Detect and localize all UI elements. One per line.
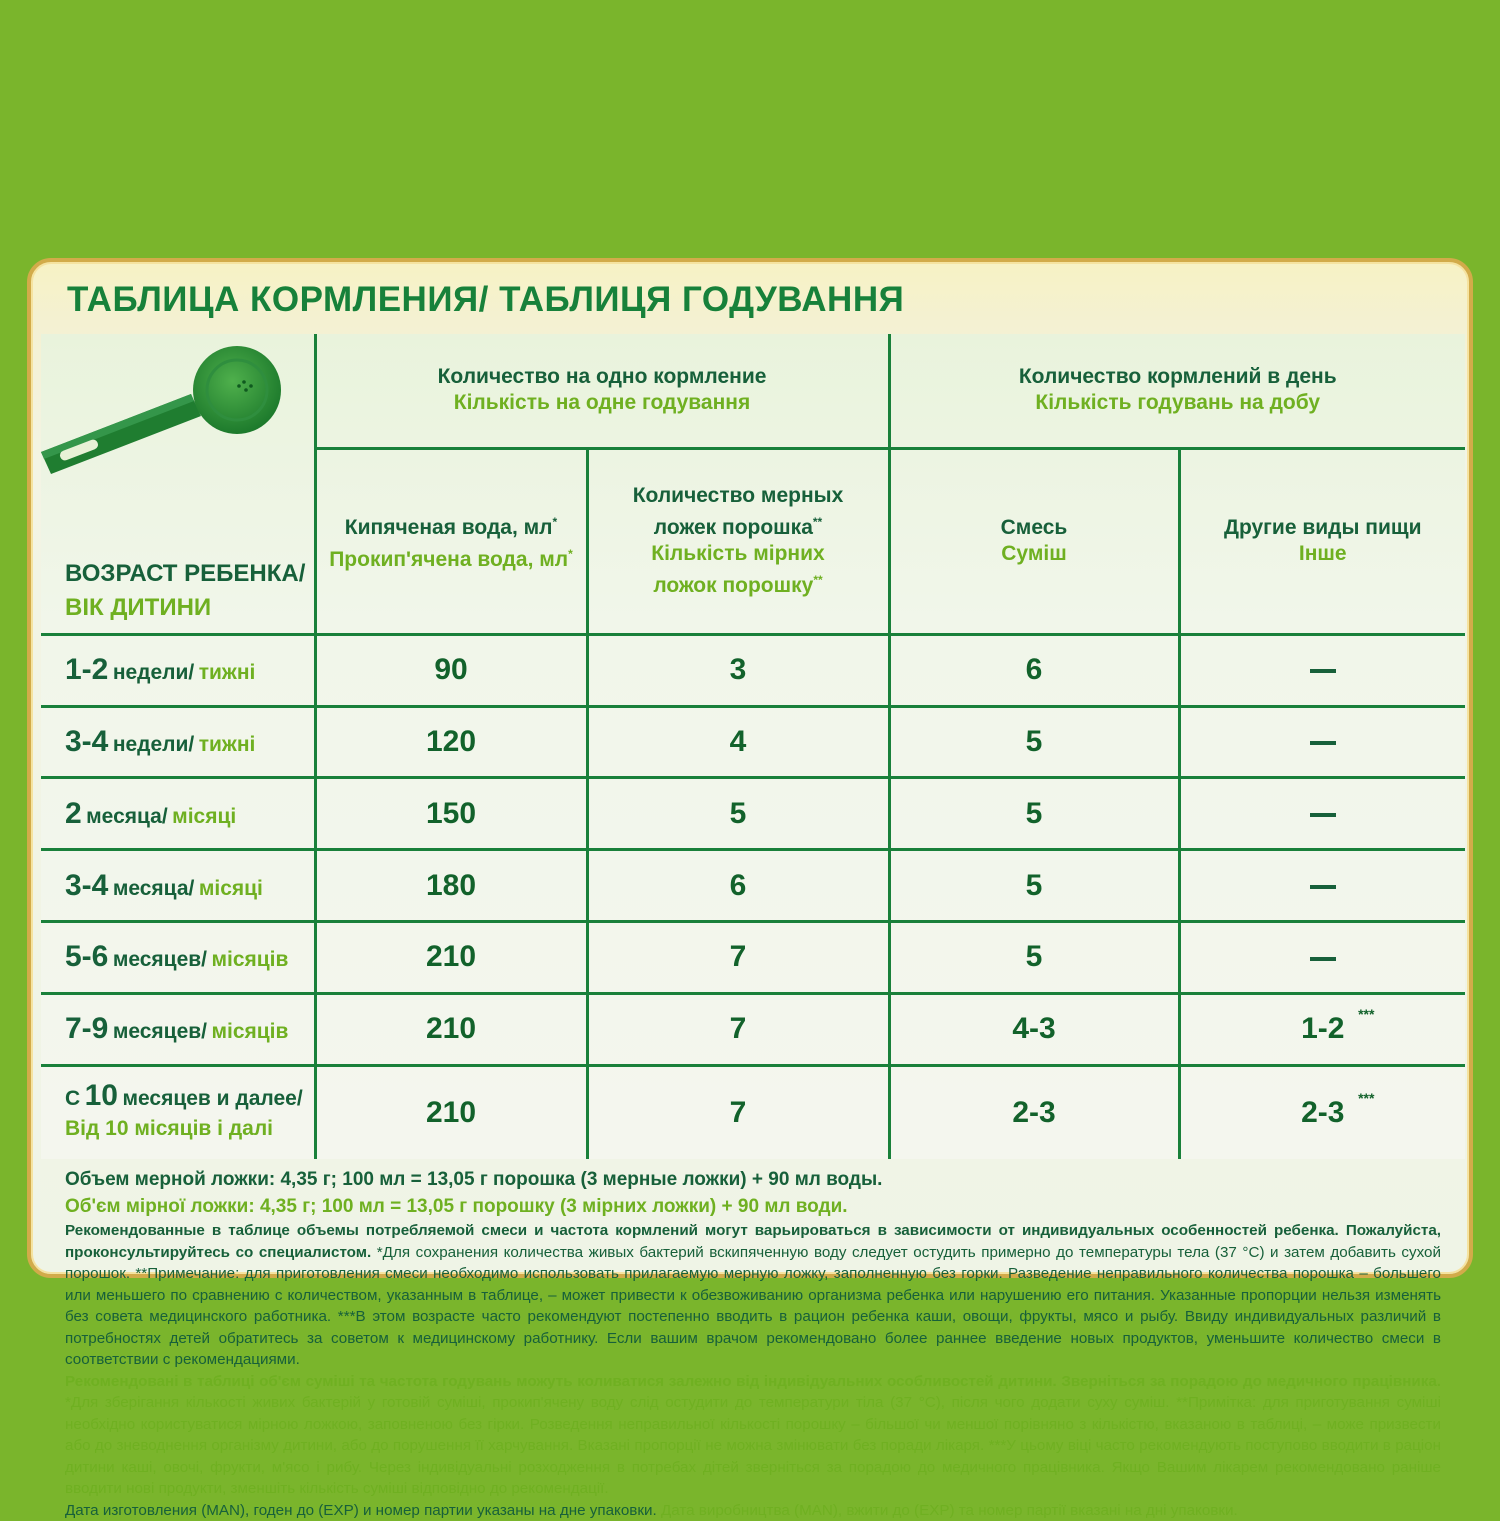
date-note: Дата изготовления (MAN), годен до (EXP) и номер партии указаны на дне упаковки. Дата виробництва (MAN), вжити до (EXP) та номер партії вказані на дні упаковки. [65, 1500, 1441, 1521]
water-cell: 90 [315, 634, 587, 706]
measure-note-ru: Объем мерной ложки: 4,35 г; 100 мл = 13,05 г порошка (3 мерные ложки) + 90 мл воды. [65, 1166, 1441, 1193]
mix-header-ua: Суміш [891, 541, 1178, 567]
spoons-cell: 4 [587, 706, 889, 778]
page-title: ТАБЛИЦА КОРМЛЕНИЯ/ ТАБЛИЦЯ ГОДУВАННЯ [67, 280, 904, 320]
spoons-cell: 7 [587, 1065, 889, 1159]
water-header-ua: Прокип'ячена вода, мл [329, 548, 568, 571]
spoons-header: Количество мерных ложек порошка** Кількість мірних ложок порошку** [587, 448, 889, 634]
mix-cell: 5 [889, 850, 1179, 922]
other-cell [1179, 778, 1465, 850]
water-cell: 210 [315, 922, 587, 994]
age-cell: С 10 месяцев и далее/ Від 10 місяців і далі [41, 1065, 315, 1159]
other-cell: 1-2 *** [1179, 993, 1465, 1065]
age-header-ru: ВОЗРАСТ РЕБЕНКА/ [65, 557, 305, 591]
notes-paragraph-ru: Рекомендованные в таблице объемы потребляемой смеси и частота кормлений могут варьироваться в зависимости от индивидуальных особенностей ребенка. Пожалуйста, проконсультируйтесь со специалистом. *Для сохранения количества живых бактерий вскипяченную воду следует остудить примерно до температуры тела (37 °C) и затем добавить сухой порошок. **Примечание: для приготовления смеси необходимо использовать прилагаемую мерную ложку, заполненную без горки. Разведение неправильного количества порошка – большего или меньшего по сравнению с количеством, указанным в таблице, – может привести к обезвоживанию организма ребенка или нарушению его питания. Указанные пропорции нельзя изменять без совета медицинского работника. ***В этом возрасте часто рекомендуют постепенно вводить в рацион ребенка каши, овощи, фрукты, мясо и рыбу. Ввиду индивидуальных различий в потребностях детей обратитесь за советом к медицинскому работнику. Если вашим врачом рекомендовано более раннее введение новых продуктов, уменьшите количество смеси в соответствии с рекомендациями. [65, 1220, 1441, 1371]
spoons-cell: 7 [587, 922, 889, 994]
table-row [41, 922, 1465, 994]
dash-mark [1310, 669, 1336, 673]
other-cell [1179, 634, 1465, 706]
spoons-cell: 6 [587, 850, 889, 922]
water-cell: 210 [315, 993, 587, 1065]
spoons-cell: 7 [587, 993, 889, 1065]
mix-cell: 4-3 [889, 993, 1179, 1065]
spoons-header-ua-1: Кількість мірних [589, 541, 888, 567]
mix-cell: 6 [889, 634, 1179, 706]
mix-header-ru: Смесь [891, 515, 1178, 541]
water-header: Кипяченая вода, мл* Прокип'ячена вода, мл* [315, 448, 587, 634]
water-cell: 210 [315, 1065, 587, 1159]
dash-mark [1310, 885, 1336, 889]
mix-cell: 5 [889, 922, 1179, 994]
measure-note-ua: Об'єм мірної ложки: 4,35 г; 100 мл = 13,05 г порошку (3 мірних ложки) + 90 мл води. [65, 1193, 1441, 1220]
age-header-cell [41, 334, 315, 634]
table-row [41, 634, 1465, 706]
per-feeding-ua: Кількість на одне годування [317, 390, 888, 416]
age-header-ua: ВІК ДИТИНИ [65, 591, 305, 625]
age-cell: 5-6 месяцев/ місяців [41, 922, 315, 994]
dash-mark [1310, 741, 1336, 745]
mix-header [889, 448, 1179, 634]
other-header [1179, 448, 1465, 634]
other-cell [1179, 850, 1465, 922]
spoons-header-ua-2: ложок порошку [653, 574, 813, 597]
notes-paragraph-ua: Рекомендовані в таблиці об'єм суміші та частота годувань можуть коливатися залежно від індивідуальних особливостей дитини. Зверніться за порадою до медичного працівника. *Для зберігання кількості живих бактерій у готовій суміші, прокип'ячену воду слід остудити до температури тіла (37 °C), після чого додати суху суміш. **Примітка: для приготування суміші необхідно користуватися мірною ложкою, заповненою без гірки. Розведення неправильної кількості порошку – більшої чи меншої порівняно з кількістю, вказаною в таблиці, – може призвести або до зневоднення організму дитини, або до порушення її харчування. Вказані пропорції не можна змінювати без поради лікаря. ***У цьому віці часто рекомендують поступово вводити в раціон дитини каші, овочі, фрукти, м'ясо і рибу. Через індивідуальні розходження в потребах дітей зверніться за порадою до медичного працівника. Якщо Вашим лікарем рекомендовано раніше вводити нові продукти, зменшіть кількість суміші відповідно до рекомендації. [65, 1371, 1441, 1500]
table-row [41, 1065, 1465, 1159]
notes-section [65, 1166, 1441, 1521]
mix-cell: 5 [889, 778, 1179, 850]
per-feeding-ru: Количество на одно кормление [317, 364, 888, 390]
per-day-header [889, 334, 1465, 448]
mix-cell: 5 [889, 706, 1179, 778]
water-cell: 120 [315, 706, 587, 778]
water-cell: 180 [315, 850, 587, 922]
per-day-ru: Количество кормлений в день [891, 364, 1466, 390]
mix-cell: 2-3 [889, 1065, 1179, 1159]
dash-mark [1310, 957, 1336, 961]
age-cell: 3-4 месяца/ місяці [41, 850, 315, 922]
other-header-ua: Інше [1181, 541, 1466, 567]
spoons-cell: 5 [587, 778, 889, 850]
other-cell: 2-3 *** [1179, 1065, 1465, 1159]
table-row [41, 706, 1465, 778]
other-header-ru: Другие виды пищи [1181, 515, 1466, 541]
age-cell: 3-4 недели/ тижні [41, 706, 315, 778]
table-row [41, 778, 1465, 850]
age-cell: 7-9 месяцев/ місяців [41, 993, 315, 1065]
feeding-table-card [27, 258, 1473, 1278]
table-row [41, 850, 1465, 922]
spoons-cell: 3 [587, 634, 889, 706]
per-feeding-header [315, 334, 889, 448]
spoons-header-ru-1: Количество мерных [589, 483, 888, 509]
header-row-1 [41, 334, 1465, 448]
other-cell [1179, 706, 1465, 778]
per-day-ua: Кількість годувань на добу [891, 390, 1466, 416]
other-cell [1179, 922, 1465, 994]
spoons-header-ru-2: ложек порошка [654, 516, 813, 539]
age-cell: 1-2 недели/ тижні [41, 634, 315, 706]
water-cell: 150 [315, 778, 587, 850]
measuring-spoon-icon [41, 334, 311, 494]
table-row [41, 993, 1465, 1065]
water-header-ru: Кипяченая вода, мл [345, 516, 553, 539]
age-cell: 2 месяца/ місяці [41, 778, 315, 850]
feeding-table [41, 334, 1465, 1159]
dash-mark [1310, 813, 1336, 817]
